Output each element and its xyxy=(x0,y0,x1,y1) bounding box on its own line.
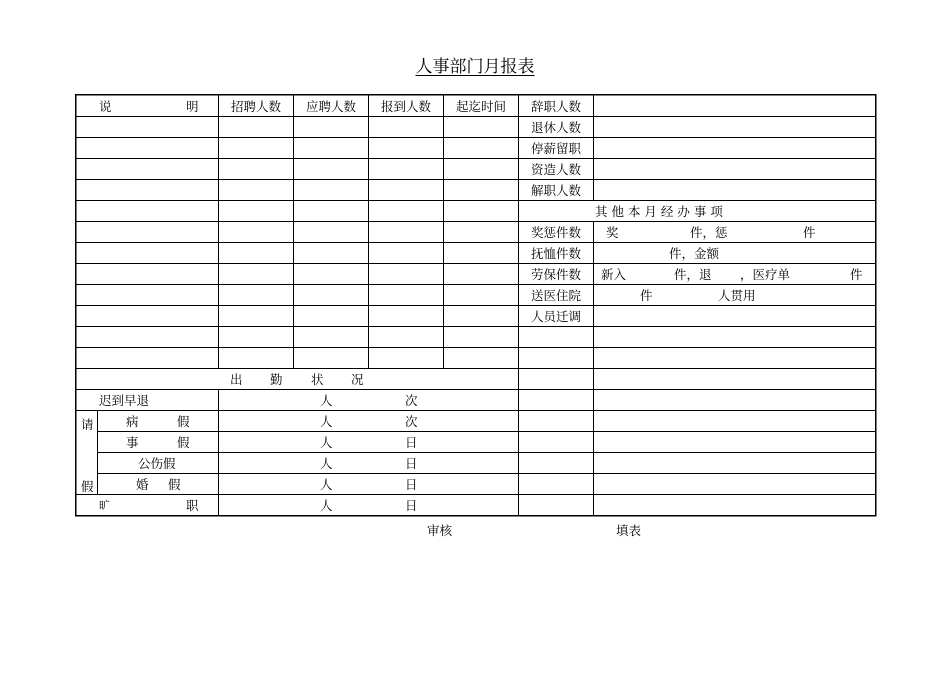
marriage-unit-person: 人 xyxy=(320,477,333,492)
attendance-heading-2: 勤 xyxy=(270,372,283,387)
reward-text-3: 件 xyxy=(803,225,816,240)
injury-leave-label: 公伤假 xyxy=(138,456,176,471)
personal-unit-days: 日 xyxy=(405,435,418,450)
sick-unit-times: 次 xyxy=(405,414,418,429)
leave-char-2: 假 xyxy=(81,479,94,494)
labor-text-2: 件，退 xyxy=(674,267,712,282)
marriage-leave-label-2: 假 xyxy=(168,477,181,492)
pension-text-1: 件，金额 xyxy=(669,246,720,261)
injury-unit-days: 日 xyxy=(405,456,418,471)
discharge-count-label: 解职人数 xyxy=(530,183,582,198)
reward-text-2: 件，惩 xyxy=(690,225,728,240)
hospital-text-2: 人贯用 xyxy=(718,288,756,303)
leave-char-1: 请 xyxy=(81,417,94,432)
retire-count-label: 退休人数 xyxy=(530,120,582,135)
late-early-label: 迟到早退 xyxy=(99,393,150,408)
explanation-header-right: 明 xyxy=(186,99,199,114)
pension-count-label: 抚恤件数 xyxy=(530,246,582,261)
personal-unit-person: 人 xyxy=(320,435,333,450)
resign-count-label: 辞职人数 xyxy=(530,99,582,114)
labor-text-4: 件 xyxy=(850,267,863,282)
period-header: 起迄时间 xyxy=(455,99,507,114)
labor-text-3: ，医疗单 xyxy=(740,267,791,282)
late-unit-times: 次 xyxy=(405,393,418,408)
transfer-label: 人员迁调 xyxy=(530,309,582,324)
review-label: 审核 xyxy=(427,523,453,538)
labor-count-label: 劳保件数 xyxy=(530,267,582,282)
dismissal-count-label: 资造人数 xyxy=(530,162,582,177)
sick-leave-label-1: 病 xyxy=(126,414,139,429)
absent-unit-days: 日 xyxy=(405,498,418,513)
personal-leave-label-1: 事 xyxy=(126,435,139,450)
reported-count-header: 报到人数 xyxy=(380,99,432,114)
personal-leave-label-2: 假 xyxy=(177,435,190,450)
reward-count-label: 奖惩件数 xyxy=(530,225,582,240)
recruit-count-header: 招聘人数 xyxy=(230,99,282,114)
sick-unit-person: 人 xyxy=(320,414,333,429)
applicant-count-header: 应聘人数 xyxy=(305,99,357,114)
fill-label: 填表 xyxy=(616,523,642,538)
absent-unit-person: 人 xyxy=(320,498,333,513)
attendance-heading-3: 状 xyxy=(311,372,324,387)
other-matters-heading: 其 他 本 月 经 办 事 项 xyxy=(595,204,723,219)
labor-text-1: 新入 xyxy=(601,267,627,282)
late-unit-person: 人 xyxy=(320,393,333,408)
explanation-header-left: 说 xyxy=(99,99,112,114)
hospital-label: 送医住院 xyxy=(530,288,582,303)
marriage-unit-days: 日 xyxy=(405,477,418,492)
marriage-leave-label-1: 婚 xyxy=(136,477,149,492)
absent-label-1: 旷 xyxy=(99,499,110,512)
unpaid-leave-label: 停薪留职 xyxy=(530,141,582,156)
attendance-heading-1: 出 xyxy=(230,372,243,387)
injury-unit-person: 人 xyxy=(320,456,333,471)
hospital-text-1: 件 xyxy=(640,288,653,303)
attendance-heading-4: 况 xyxy=(351,372,364,387)
reward-text-1: 奖 xyxy=(606,225,619,240)
sick-leave-label-2: 假 xyxy=(177,414,190,429)
absent-label-2: 职 xyxy=(186,498,199,513)
page-title: 人事部门月报表 xyxy=(415,57,535,77)
